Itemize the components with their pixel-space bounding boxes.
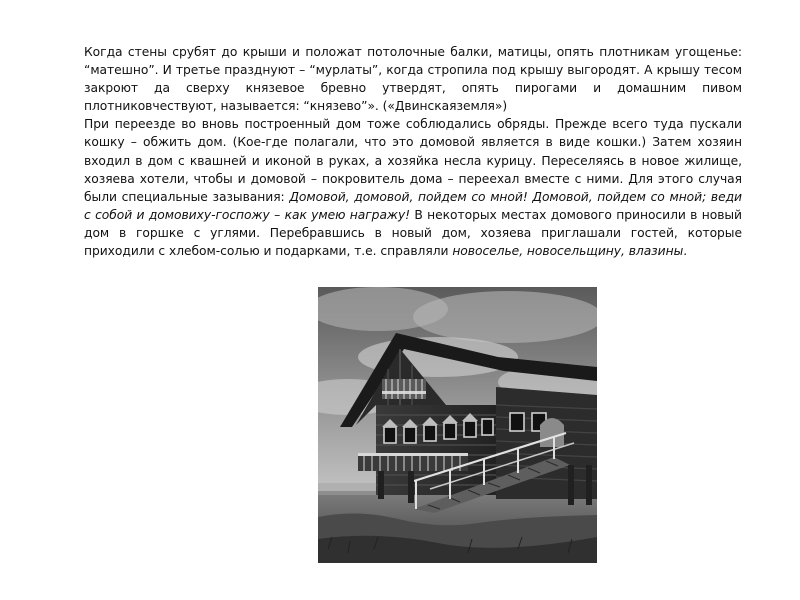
paragraph-2-invocation: Домовой, домовой, пойдем со мной! Домовой, пойдем со мной; веди с собой и домовиху-госпожу – как умею награжу! bbox=[84, 189, 742, 222]
paragraph-2 bbox=[84, 115, 742, 260]
slide-text-block bbox=[84, 43, 742, 260]
paragraph-2-text-b: В некоторых местах домового приносили в новый дом в горшке с углями. Перебравшись в новый дом, хозяева приглашали гостей, которые приходили с хлебом-солью и подарками, т.е. справляли bbox=[84, 207, 742, 259]
log-house-image bbox=[318, 287, 597, 563]
paragraph-1: Когда стены срубят до крыши и положат потолочные балки, матицы, опять плотникам угощенье: “матешно”. И третье празднуют – “мурлаты”, когда стропила под крышу выгородят. А крышу тесом закроют да сверху князевое бревно утвердят, опять пирогами и домашним пивом плотниковчествуют, называется: “князево”». («Двинскаяземля») bbox=[84, 45, 742, 114]
paragraph-2-text-a: При переезде во вновь построенный дом тоже соблюдались обряды. Прежде всего туда пускали кошку – обжить дом. (Кое-где полагали, что это домовой является в виде кошки.) Затем хозяин входил в дом с квашней и иконой в руках, а хозяйка несла курицу. Переселяясь в новое жилище, хозяева хотели, чтобы и домовой – покровитель дома – переехал вместе с ними. Для этого случая были специальные зазывания: bbox=[84, 117, 742, 204]
paragraph-2-text-c: . bbox=[683, 244, 688, 259]
log-house-photo bbox=[318, 287, 597, 563]
paragraph-2-housewarming-terms: новоселье, новосельщину, влазины bbox=[452, 244, 684, 259]
